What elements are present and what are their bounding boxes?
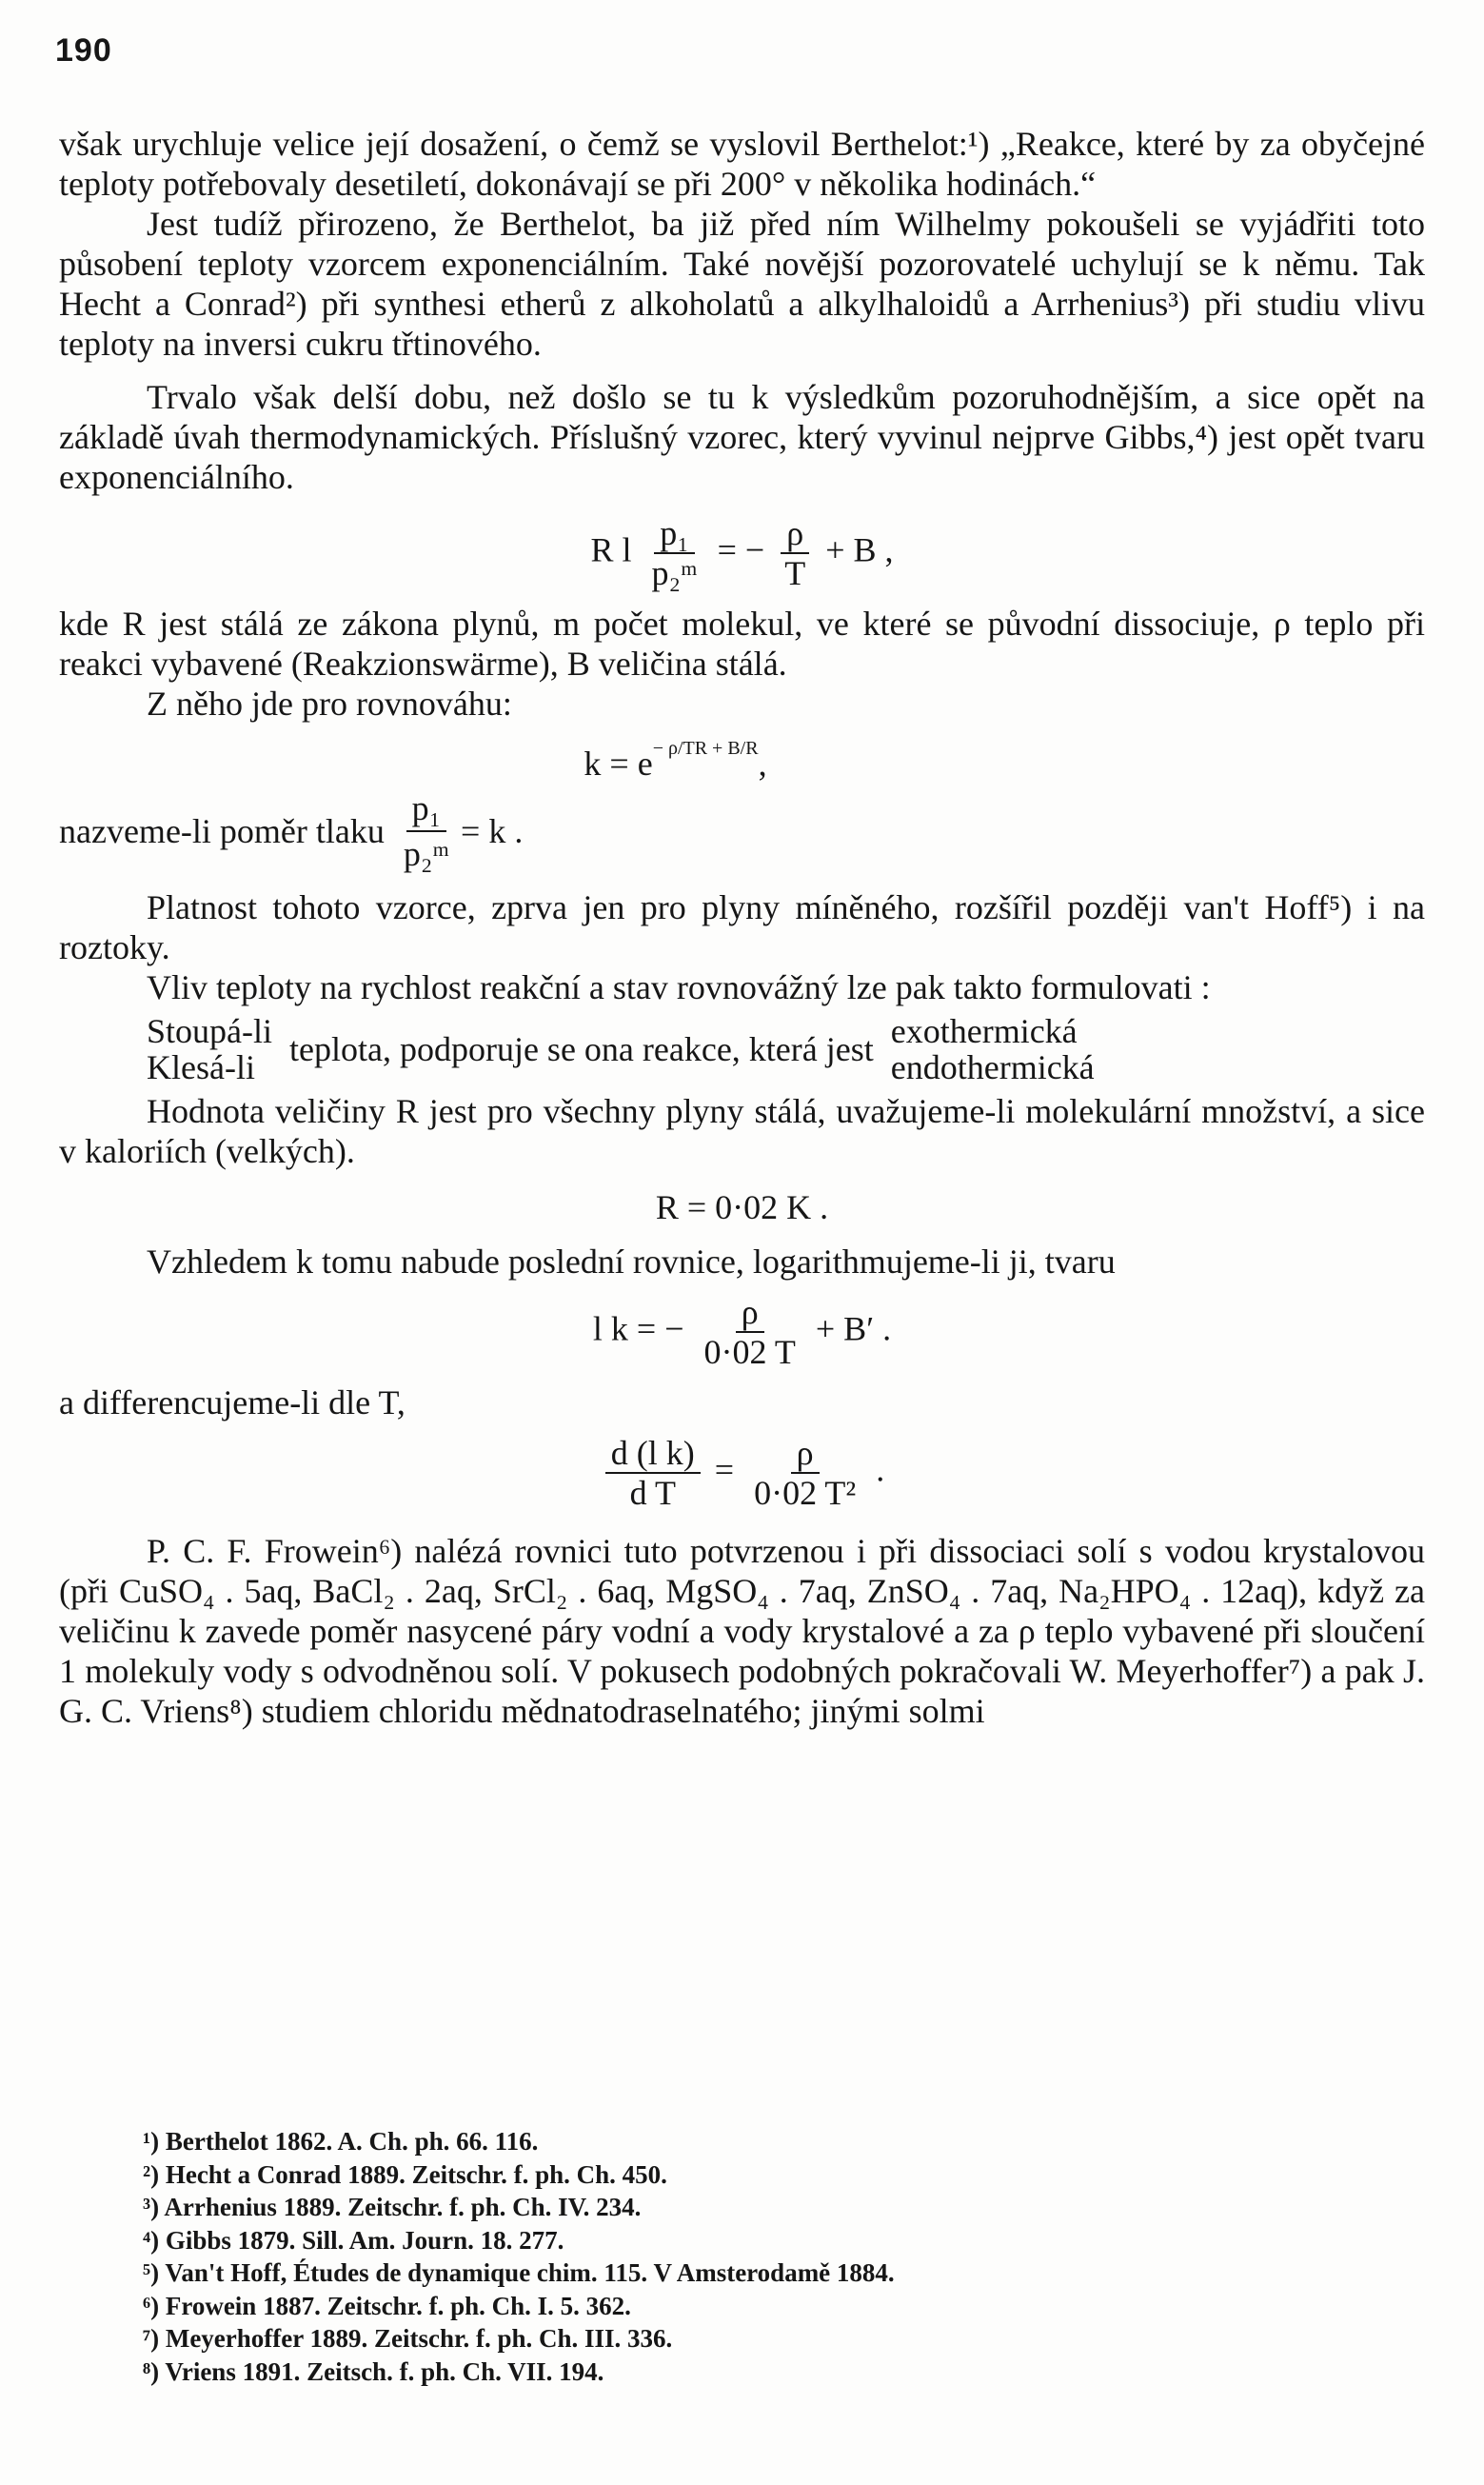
fraction: $\frac{\text{d (l k)}}{\text{d T}}$: [605, 1436, 701, 1510]
fraction: $\frac{\rho}{\text{0·02 T²}}$: [754, 1434, 857, 1512]
paragraph: P. C. F. Frowein⁶) nalézá rovnici tuto potvrzenou i při dissociaci solí s vodou krystalovou (při CuSO₄ . 5aq, BaCl₂ . 2aq, SrCl₂ . 6aq, MgSO₄ . 7aq, ZnSO₄ . 7aq, Na₂HPO₄ . 12aq), když za veličinu k zavede poměr nasycené páry vodní a vody krystalové a za ρ teplo vybavené při sloučení 1 molekuly vody s odvodněnou solí. V pokusech podobných pokračovali W. Meyerhoffer⁷) a pak J. G. C. Vriens⁸) studiem chloridu mědnatodraselnatého; jinými solmi: [59, 1532, 1425, 1730]
main-text: [59, 124, 1425, 1731]
fraction: $\frac{\text{p₁}}{\text{p₂ᵐ}}$: [651, 514, 698, 592]
footnote: ³) Arrhenius 1889. Zeitschr. f. ph. Ch. IV. 234.: [143, 2193, 642, 2221]
paragraph: Z něho jde pro rovnováhu:: [147, 685, 512, 723]
equation-diff: $\frac{\text{d (l k)}}{\text{d T}}$ = $\frac{\rho}{\text{0·02 T²}}$ .: [59, 1436, 1425, 1510]
equation-equilibrium: $k = e^{- \rho/TR + B/R}$,: [584, 738, 767, 783]
footnote: ⁴) Gibbs 1879. Sill. Am. Journ. 18. 277.: [143, 2225, 564, 2255]
paragraph: Vzhledem k tomu nabude poslední rovnice, logarithmujeme-li ji, tvaru: [147, 1242, 1116, 1281]
paragraph: Vliv teploty na rychlost reakční a stav rovnovážný lze pak takto formulovati :: [147, 968, 1211, 1006]
footnote: ²) Hecht a Conrad 1889. Zeitschr. f. ph. Ch. 450.: [143, 2159, 667, 2189]
equation-gibbs: R l $\frac{\text{p₁}}{\text{p₂ᵐ}}$ = − $\frac{\rho}{T}$ + B ,: [590, 514, 894, 592]
condition-left: Stoupá-li Klesá-li: [147, 1012, 272, 1086]
paragraph: kde R jest stálá ze zákona plynů, m počet molekul, ve které se původní dissociuje, ρ teplo při reakci vybavené (Reakzionswärme), B veličina stálá.: [59, 605, 1425, 683]
page-number: 190: [55, 32, 112, 69]
paragraph-ratio: nazveme-li poměr tlaku $\frac{\text{p₁}}{\text{p₂ᵐ}}$ = k .: [59, 789, 524, 873]
footnote: ⁷) Meyerhoffer 1889. Zeitschr. f. ph. Ch. III. 336.: [143, 2324, 673, 2353]
paragraph: a differencujeme-li dle T,: [59, 1383, 406, 1421]
equation-log: l k = − $\frac{\rho}{0\cdot 02 T}$ + B′ .: [592, 1293, 892, 1371]
paragraph: Trvalo však delší dobu, než došlo se tu k výsledkům pozoruhodnějším, a sice opět na základě úvah thermodynamických. Příslušný vzorec, který vyvinul nejprve Gibbs,⁴) jest opět tvaru exponenciálního.: [59, 378, 1425, 496]
fraction: $\frac{\text{p₁}}{\text{p₂ᵐ}}$: [403, 789, 450, 873]
condition-rule: Stoupá-li Klesá-li teplota, podporuje se ona reakce, která jest exothermická endothermická: [147, 1012, 1095, 1086]
paragraph: Jest tudíž přirozeno, že Berthelot, ba již před ním Wilhelmy pokoušeli se vyjádřiti toto působení teploty vzorcem exponenciálním. Také novější pozorovatelé uchylují se k němu. Tak Hecht a Conrad²) při synthesi etherů z alkoholatů a alkylhaloidů a Arrhenius³) při studiu vlivu teploty na inversi cukru třtinového.: [59, 205, 1425, 363]
paragraph: Hodnota veličiny R jest pro všechny plyny stálá, uvažujeme-li molekulární množství, a sice v kaloriích (velkých).: [59, 1092, 1425, 1170]
footnotes: [143, 2125, 1371, 2388]
fraction: $\frac{\rho}{T}$: [779, 516, 811, 590]
fraction: $\frac{\rho}{0\cdot 02 T}$: [703, 1293, 796, 1371]
paragraph: Platnost tohoto vzorce, zprva jen pro plyny míněného, rozšířil později van't Hoff⁵) i na roztoky.: [59, 888, 1425, 966]
condition-right: exothermická endothermická: [890, 1012, 1095, 1086]
footnote: ⁸) Vriens 1891. Zeitsch. f. ph. Ch. VII. 194.: [143, 2356, 604, 2386]
footnote: ⁵) Van't Hoff, Études de dynamique chim. 115. V Amsterodamě 1884.: [143, 2258, 895, 2287]
equation-r-value: R = 0·02 K .: [655, 1188, 829, 1226]
footnote: ⁶) Frowein 1887. Zeitschr. f. ph. Ch. I. 5. 362.: [143, 2291, 631, 2320]
paragraph: však urychluje velice její dosažení, o čemž se vyslovil Berthelot:¹) „Reakce, které by za obyčejné teploty potřebovaly desetiletí, dokonávají se při 200° v několika hodinách.“: [59, 125, 1425, 203]
footnote: ¹) Berthelot 1862. A. Ch. ph. 66. 116.: [143, 2127, 539, 2156]
